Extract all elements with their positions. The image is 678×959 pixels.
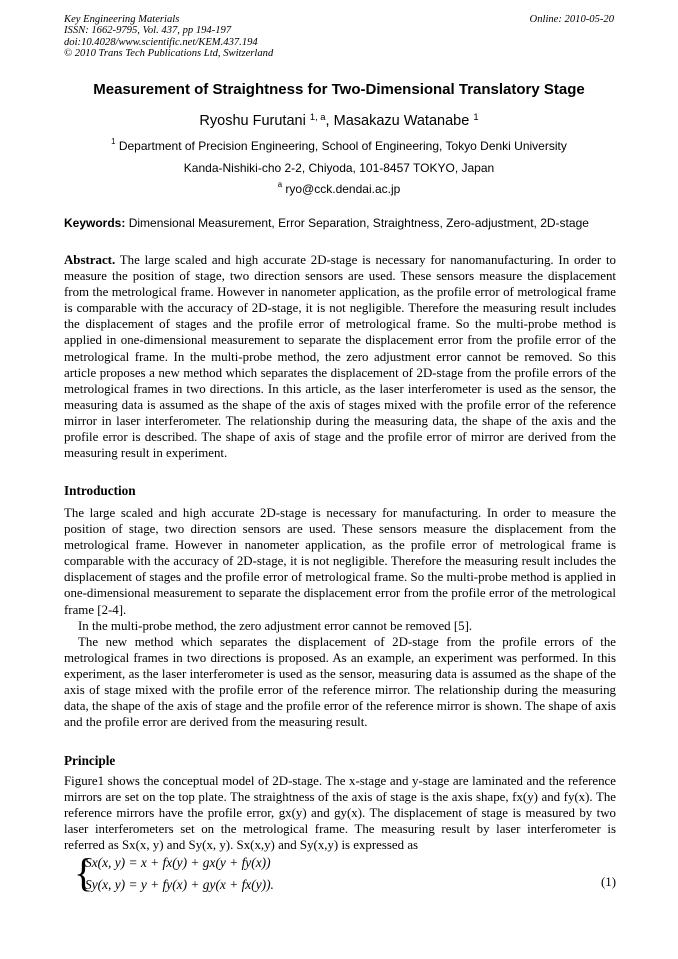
- introduction-body: [64, 505, 616, 730]
- affiliation-mark: 1: [111, 137, 116, 146]
- email-text: ryo@cck.dendai.ac.jp: [285, 182, 401, 196]
- doi-line: doi:10.4028/www.scientific.net/KEM.437.194: [64, 36, 258, 48]
- department-text: Department of Precision Engineering, School of Engineering, Tokyo Denki University: [118, 139, 567, 153]
- equation-number: (1): [600, 875, 616, 889]
- journal-name: Key Engineering Materials: [64, 14, 180, 25]
- author-affiliation-mark: 1, a: [309, 111, 326, 122]
- equation-line: Sy(x, y) = y + fy(x) + gy(x + fx(y)).: [85, 877, 274, 892]
- email-mark: a: [277, 180, 283, 189]
- keywords-label: Keywords:: [64, 216, 126, 230]
- keywords: [64, 216, 616, 230]
- keywords-text: Dimensional Measurement, Error Separation, Straightness, Zero-adjustment, 2D-stage: [128, 216, 589, 230]
- equation-line: Sx(x, y) = x + fx(y) + gx(y + fy(x)): [85, 855, 271, 870]
- journal-metadata: [64, 14, 273, 60]
- author-separator: ,: [325, 113, 334, 129]
- principle-heading: Principle: [64, 753, 116, 768]
- paper-title: Measurement of Straightness for Two-Dimensional Translatory Stage: [93, 81, 585, 98]
- abstract-text: The large scaled and high accurate 2D-stage is necessary for nanomanufacturing. In order to measure the position of stage, two direction sensors are used. These sensors measure the displacement from the metrological frame. However in nanometer application, as the profile error of metrological frame is comparable with the accuracy of 2D-stage, it is not negligible. Therefore the measuring result includes the displacement of stages and the profile error of metrological frame. So the multi-probe method is applied in one-dimensional measurement to separate the displacement error from the profile error of the metrological frame. In the multi-probe method, the zero adjustment error cannot be removed. So this article proposes a new method which separates the displacement of 2D-stage from the profile errors of the metrological frames in two directions. In this article, as the laser interferometer is used as the sensor, the measuring data is assumed as the shape of the axis of stages mixed with the profile error of the reference mirror in laser interferometer. The relationship during the measuring data, the shape of the axis and the profile error is described. The shape of axis of stage and the profile error of mirror are derived from the measuring result in experiment.: [64, 253, 616, 461]
- affiliation-address: Kanda-Nishiki-cho 2-2, Chiyoda, 101-8457 TOKYO, Japan: [183, 161, 495, 175]
- affiliation-email: [0, 182, 678, 196]
- equation-brace: {: [74, 850, 94, 895]
- copyright-line: © 2010 Trans Tech Publications Ltd, Switzerland: [64, 48, 274, 60]
- online-date: Online: 2010-05-20: [529, 14, 614, 25]
- abstract: [64, 252, 616, 461]
- author-name: Ryoshu Furutani: [199, 113, 306, 129]
- equation-1: [74, 850, 616, 899]
- author-line: [0, 113, 678, 129]
- introduction-paragraph: The new method which separates the displacement of 2D-stage from the profile errors of the metrological frames in two directions is proposed. As an example, an experiment was performed. In this experiment, as the laser interferometer is used as the sensor, measuring data is assumed as the shape of the axis of stage mixed with the profile error of the reference mirror. The relationship during the measuring data, the shape of the axis of stage and the profile error of the reference mirror is shown. The shape of axis and the profile error are derived from the measuring result.: [64, 634, 616, 730]
- introduction-heading: Introduction: [64, 483, 136, 498]
- introduction-paragraph: The large scaled and high accurate 2D-stage is necessary for manufacturing. In order to measure the position of stage, two direction sensors are used. These sensors measure the displacement from the metrological frame. However in nanometer application, as the profile error of metrological frame is comparable with the accuracy of 2D-stage, it is not negligible. Therefore the measuring result includes the displacement of stages and the profile error of metrological frame. So the multi-probe method is applied in one-dimensional measurement to separate the displacement error from the profile error of the metrological frame [2-4].: [64, 506, 616, 617]
- introduction-paragraph: In the multi-probe method, the zero adjustment error cannot be removed [5].: [78, 618, 473, 633]
- author-affiliation-mark: 1: [473, 111, 479, 122]
- principle-paragraph: Figure1 shows the conceptual model of 2D-stage. The x-stage and y-stage are laminated and the reference mirrors are set on the top plate. The straightness of the axis of stage is the axis shape, fx(y) and fy(x). The reference mirrors have the profile error, gx(y) and gy(x). The displacement of stage is measured by two laser interferometers set on the metrological frame. The measuring result by laser interferometer is referred as Sx(x, y) and Sy(x, y). Sx(x,y) and Sy(x,y) is expressed as: [64, 774, 616, 853]
- author-name: Masakazu Watanabe: [333, 113, 470, 129]
- affiliation-department: [0, 139, 678, 153]
- abstract-label: Abstract.: [64, 253, 116, 267]
- issn-line: ISSN: 1662-9795, Vol. 437, pp 194-197: [64, 25, 232, 37]
